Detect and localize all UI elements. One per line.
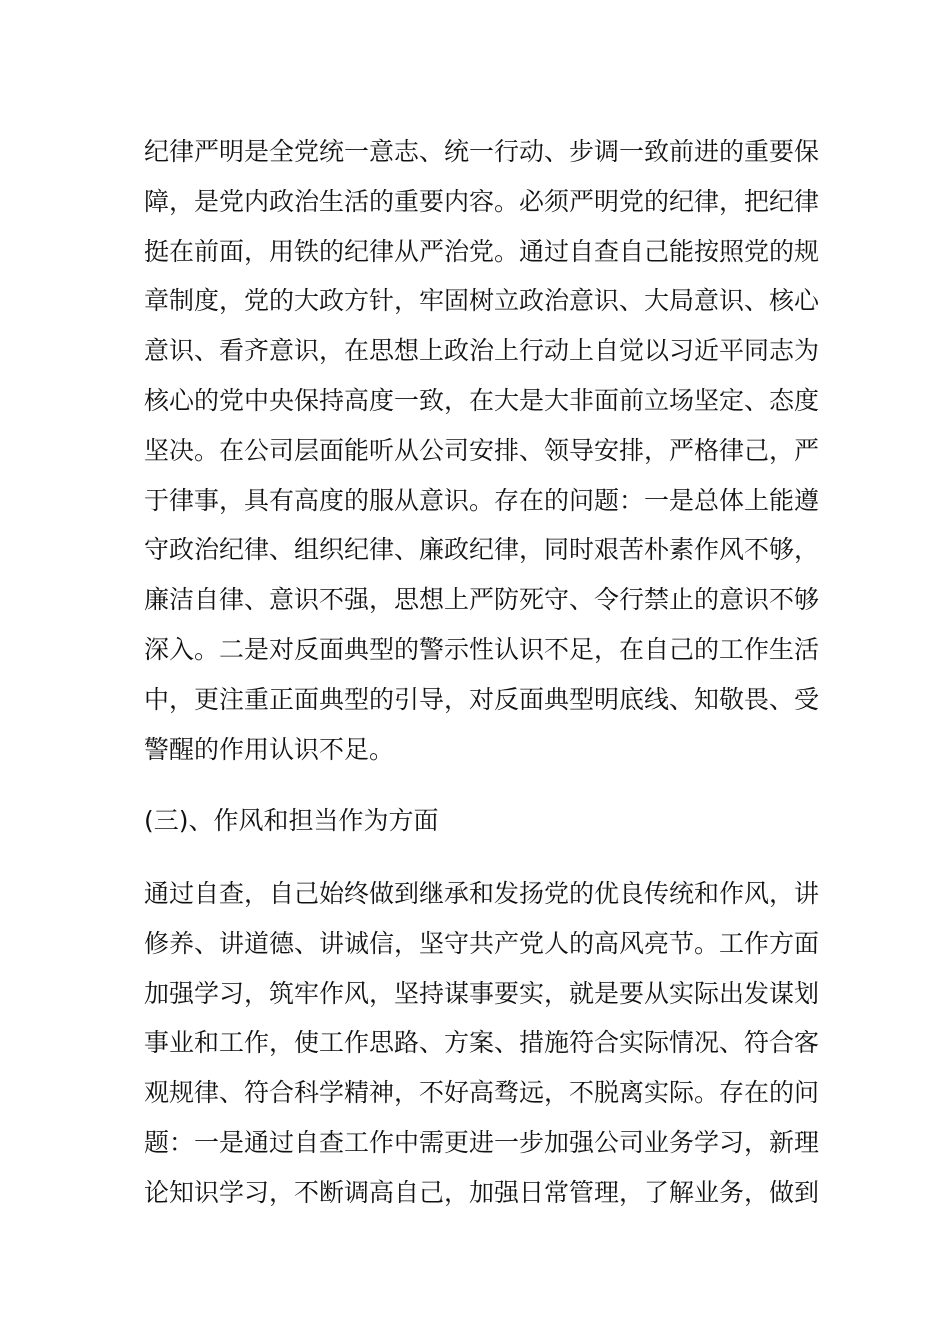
text-line: 事业和工作，使工作思路、方案、措施符合实际情况、符合客: [144, 1028, 820, 1058]
text-line: 加强学习，筑牢作风，坚持谋事要实，就是要从实际出发谋划: [144, 978, 820, 1008]
text-line: 章制度，党的大政方针，牢固树立政治意识、大局意识、核心: [144, 286, 820, 316]
text-line: 通过自查，自己始终做到继承和发扬党的优良传统和作风，讲: [144, 879, 820, 908]
text-line: 题：一是通过自查工作中需更进一步加强公司业务学习，新理: [144, 1127, 820, 1157]
text-line: 守政治纪律、组织纪律、廉政纪律，同时艰苦朴素作风不够，: [144, 535, 820, 565]
text-line: 核心的党中央保持高度一致，在大是大非面前立场坚定、态度: [144, 385, 820, 415]
text-line: 纪律严明是全党统一意志、统一行动、步调一致前进的重要保: [144, 137, 820, 166]
text-line: 坚决。在公司层面能听从公司安排、领导安排，严格律己，严: [144, 435, 820, 465]
text-line: 挺在前面，用铁的纪律从严治党。通过自查自己能按照党的规: [144, 236, 820, 266]
text-line: 论知识学习，不断调高自己，加强日常管理，了解业务，做到: [144, 1177, 820, 1207]
section-heading-text: (三)、作风和担当作为方面: [144, 806, 439, 835]
text-line: 中，更注重正面典型的引导，对反面典型明底线、知敬畏、受: [144, 684, 820, 714]
text-line: 于律事，具有高度的服从意识。存在的问题：一是总体上能遵: [144, 485, 820, 515]
text-line: 障，是党内政治生活的重要内容。必须严明党的纪律，把纪律: [144, 186, 820, 216]
paragraph-style-responsibility: [144, 869, 820, 1218]
section-heading: [144, 796, 794, 846]
text-line: 廉洁自律、意识不强，思想上严防死守、令行禁止的意识不够: [144, 585, 820, 615]
text-line: 观规律、符合科学精神，不好高骛远，不脱离实际。存在的问: [144, 1078, 820, 1108]
text-line: 深入。二是对反面典型的警示性认识不足，在自己的工作生活: [144, 634, 820, 664]
text-line: 修养、讲道德、讲诚信，坚守共产党人的高风亮节。工作方面: [144, 928, 820, 958]
text-line: 意识、看齐意识，在思想上政治上行动上自觉以习近平同志为: [144, 336, 820, 366]
text-line: 警醒的作用认识不足。: [144, 734, 395, 764]
paragraph-discipline: [144, 127, 820, 774]
